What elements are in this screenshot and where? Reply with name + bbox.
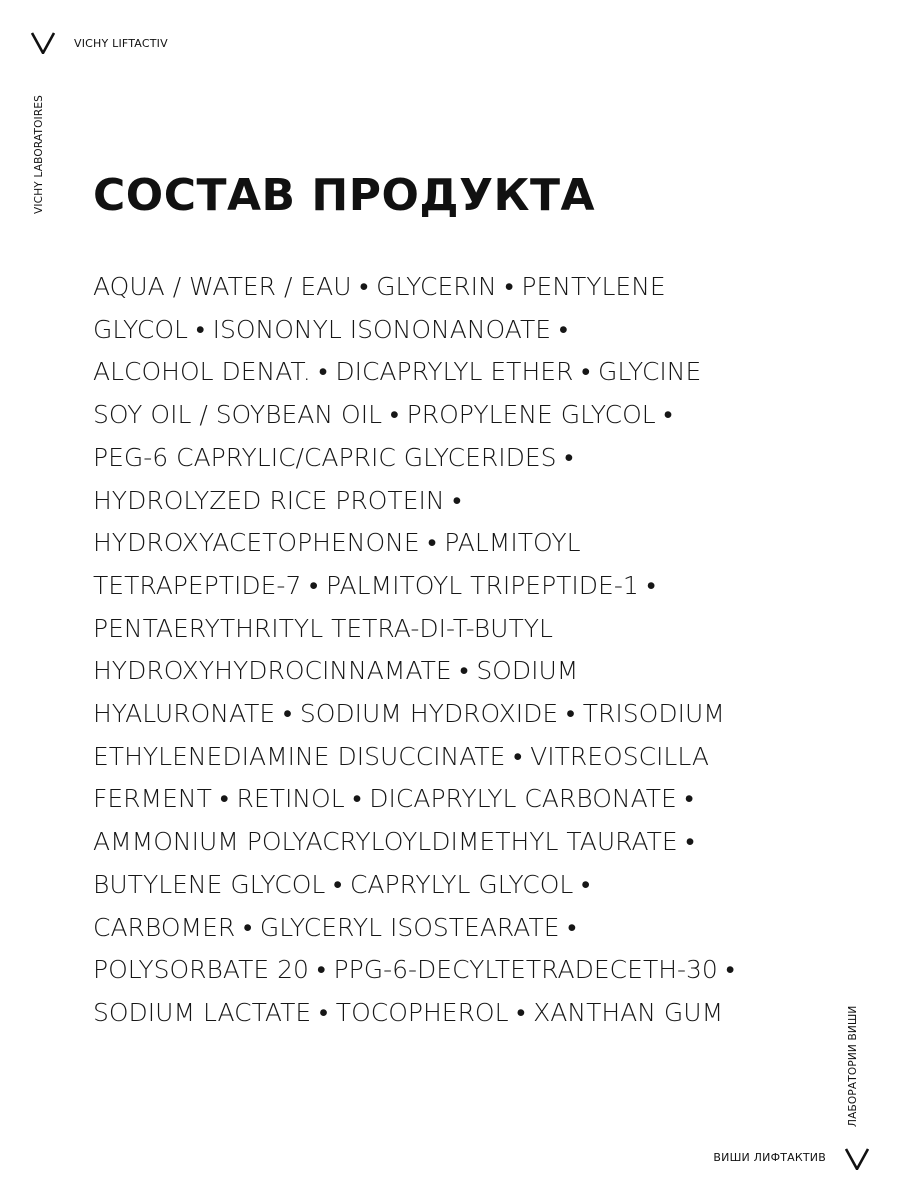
ingredient-line: PEG-6 CAPRYLIC/CAPRIC GLYCERIDES •	[93, 442, 574, 472]
side-label-right: ЛАБОРАТОРИИ ВИШИ	[847, 1005, 859, 1127]
ingredient-line: TETRAPEPTIDE-7 • PALMITOYL TRIPEPTIDE-1 •	[93, 570, 656, 600]
ingredient-line: ETHYLENEDIAMINE DISUCCINATE • VITREOSCILLA	[93, 741, 709, 771]
page-title: СОСТАВ ПРОДУКТА	[93, 170, 596, 221]
ingredient-line: SOY OIL / SOYBEAN OIL • PROPYLENE GLYCOL •	[93, 400, 673, 430]
ingredient-line: ALCOHOL DENAT. • DICAPRYLYL ETHER • GLYCINE	[93, 357, 702, 387]
ingredient-line: AQUA / WATER / EAU • GLYCERIN • PENTYLENE	[93, 272, 666, 301]
brand-line-top: VICHY LIFTACTIV	[74, 37, 168, 50]
side-label-left: VICHY LABORATOIRES	[33, 94, 45, 214]
vichy-v-logo-icon	[31, 32, 55, 54]
ingredient-line: SODIUM LACTATE • TOCOPHEROL • XANTHAN GUM	[93, 997, 724, 1027]
ingredient-line: GLYCOL • ISONONYL ISONONANOATE •	[93, 314, 568, 344]
ingredient-line: BUTYLENE GLYCOL • CAPRYLYL GLYCOL •	[93, 869, 591, 899]
ingredient-line: FERMENT • RETINOL • DICAPRYLYL CARBONATE •	[93, 784, 694, 814]
ingredient-line: POLYSORBATE 20 • PPG-6-DECYLTETRADECETH-30 •	[93, 955, 735, 985]
ingredients-list	[93, 266, 833, 1035]
ingredient-line: CARBOMER • GLYCERYL ISOSTEARATE •	[93, 912, 577, 942]
ingredient-line: PENTAERYTHRITYL TETRA-DI-T-BUTYL	[93, 613, 553, 643]
ingredient-line: HYDROXYHYDROCINNAMATE • SODIUM	[93, 656, 579, 686]
ingredient-line: HYDROLYZED RICE PROTEIN •	[93, 485, 462, 515]
brand-line-bottom: ВИШИ ЛИФТАКТИВ	[713, 1151, 826, 1164]
vichy-v-logo-icon	[845, 1148, 869, 1170]
ingredient-line: HYALURONATE • SODIUM HYDROXIDE • TRISODIUM	[93, 699, 725, 729]
ingredient-line: AMMONIUM POLYACRYLOYLDIMETHYL TAURATE •	[93, 827, 695, 857]
ingredient-line: HYDROXYACETOPHENONE • PALMITOYL	[93, 528, 581, 558]
